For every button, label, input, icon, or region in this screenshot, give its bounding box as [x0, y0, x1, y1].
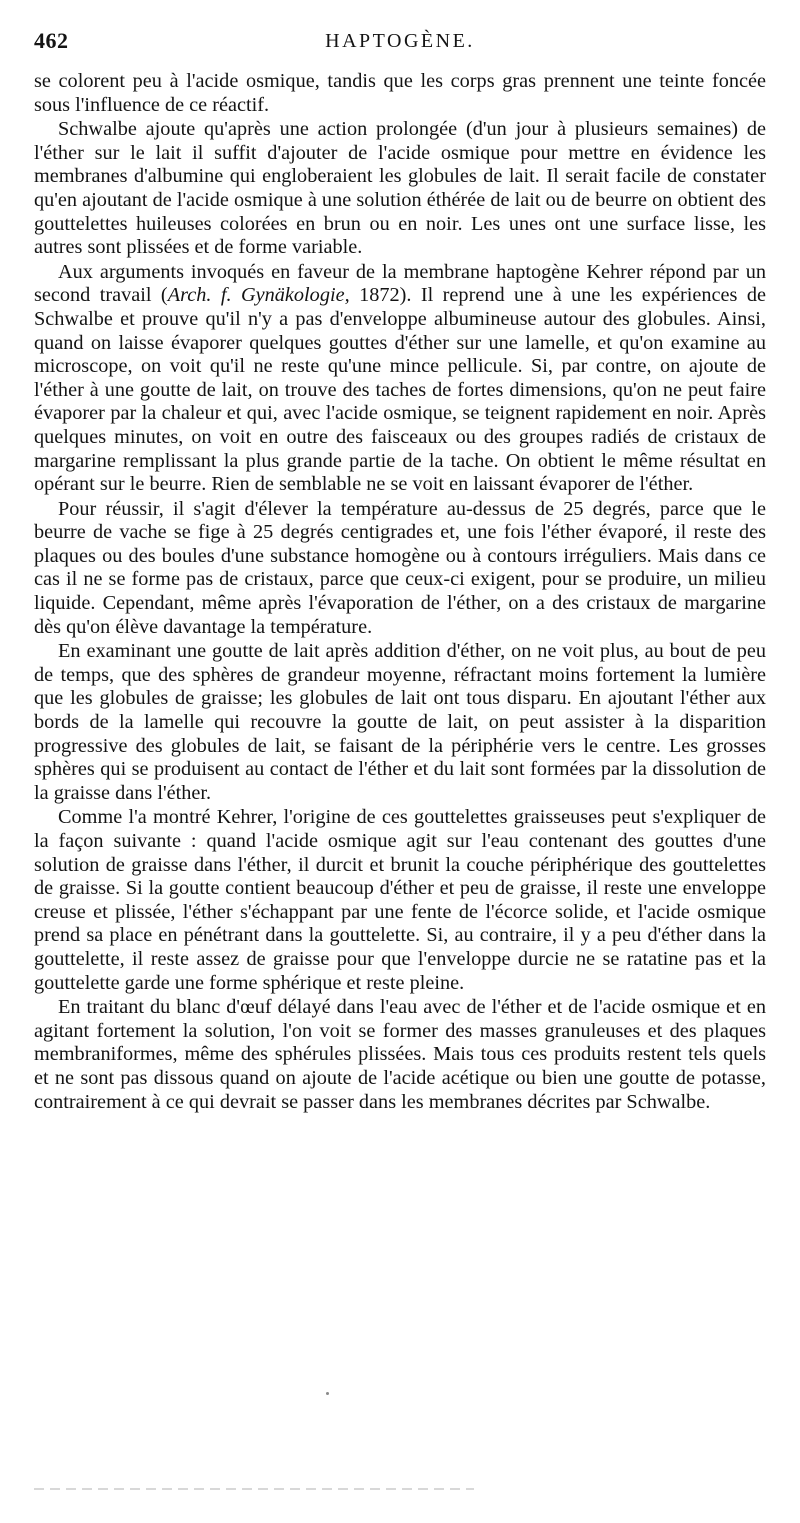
journal-citation: Arch. f. Gynäkologie, [167, 284, 350, 307]
paragraph-1: se colorent peu à l'acide osmique, tandis que les corps gras prennent une teinte foncée sous l'influence de ce réactif. [34, 70, 766, 116]
body-text [34, 70, 766, 1114]
page-header [34, 28, 766, 58]
paragraph-5: En examinant une goutte de lait après addition d'éther, on ne voit plus, au bout de peu de temps, que des sphères de grandeur moyenne, réfractant moins fortement la lumière que les globules de graisse; les globules de lait ont tous disparu. En ajoutant l'éther aux bords de la lamelle qui recouvre la goutte de lait, on peut assister à la disparition progressive des globules de lait, se faisant de la périphérie vers le centre. Les grosses sphères qui se produisent au contact de l'éther et du lait sont formées par la dissolution de la graisse dans l'éther. [34, 640, 766, 804]
paragraph-3-text-end: 1872). Il reprend une à une les expériences de Schwalbe et prouve qu'il n'y a pas d'enveloppe albumineuse autour des globules. Ainsi, quand on laisse évaporer quelques gouttes d'éther sur une lamelle, et qu'on examine au microscope, on voit qu'il ne reste qu'une mince pellicule. Si, par contre, on ajoute de l'éther à une goutte de lait, on trouve des taches de fortes dimensions, qu'on ne peut faire évaporer par la chaleur et qui, avec l'acide osmique, se teignent rapidement en noir. Après quelques minutes, on voit en outre des faisceaux ou des groupes radiés de cristaux de margarine remplissant la plus grande partie de la tache. On obtient le même résultat en opérant sur le beurre. Rien de semblable ne se voit en laissant évaporer de l'éther. [34, 284, 767, 496]
paragraph-3 [34, 261, 766, 497]
paragraph-4: Pour réussir, il s'agit d'élever la température au-dessus de 25 degrés, parce que le beurre de vache se fige à 25 degrés centigrades et, une fois l'éther évaporé, il reste des plaques ou des boules d'une substance homogène ou à contours irréguliers. Mais dans ce cas il ne se forme pas de cristaux, parce que ceux-ci exigent, pour se produire, un milieu liquide. Cependant, même après l'évaporation de l'éther, on a des cristaux de margarine dès qu'on élève davantage la température. [34, 497, 766, 638]
bleed-through-line [34, 1488, 474, 1490]
paragraph-7: En traitant du blanc d'œuf délayé dans l'eau avec de l'éther et de l'acide osmique et en agitant fortement la solution, l'on voit se former des masses granuleuses et des plaques membraniformes, même des sphérules plissées. Mais tous ces produits restent tels quels et ne sont pas dissous quand on ajoute de l'acide acétique ou bien une goutte de potasse, contrairement à ce qui devrait se passer dans les membranes décrites par Schwalbe. [34, 996, 766, 1113]
paragraph-3-text-start: Aux arguments invoqués en faveur de la membrane haptogène Kehrer répond par un second travail ( [34, 260, 766, 307]
page-number: 462 [34, 28, 69, 53]
running-title: HAPTOGÈNE. [325, 30, 475, 52]
paragraph-6: Comme l'a montré Kehrer, l'origine de ces gouttelettes graisseuses peut s'expliquer de la façon suivante : quand l'acide osmique agit sur l'eau contenant des gouttes d'une solution de graisse dans l'éther, il durcit et brunit la couche périphérique des gouttelettes de graisse. Si la goutte contient beaucoup d'éther et peu de graisse, il reste une enveloppe creuse et plissée, l'éther s'échappant par une fente de l'écorce solide, et l'acide osmique prend sa place en pénétrant dans la gouttelette. Si, au contraire, il y a peu d'éther dans la gouttelette, il reste assez de graisse pour que l'enveloppe durcie ne se ratatine pas et la gouttelette garde une forme sphérique et reste pleine. [34, 806, 766, 994]
paragraph-2: Schwalbe ajoute qu'après une action prolongée (d'un jour à plusieurs semaines) de l'éther sur le lait il suffit d'ajouter de l'acide osmique pour mettre en évidence les membranes d'albumine qui engloberaient les globules de lait. Il serait facile de constater qu'en ajoutant de l'acide osmique à une solution éthérée de lait ou de beurre on obtient des gouttelettes huileuses colorées en brun ou en noir. Les unes ont une surface lisse, les autres sont plissées et de forme variable. [34, 118, 766, 259]
stray-print-mark [326, 1392, 329, 1395]
